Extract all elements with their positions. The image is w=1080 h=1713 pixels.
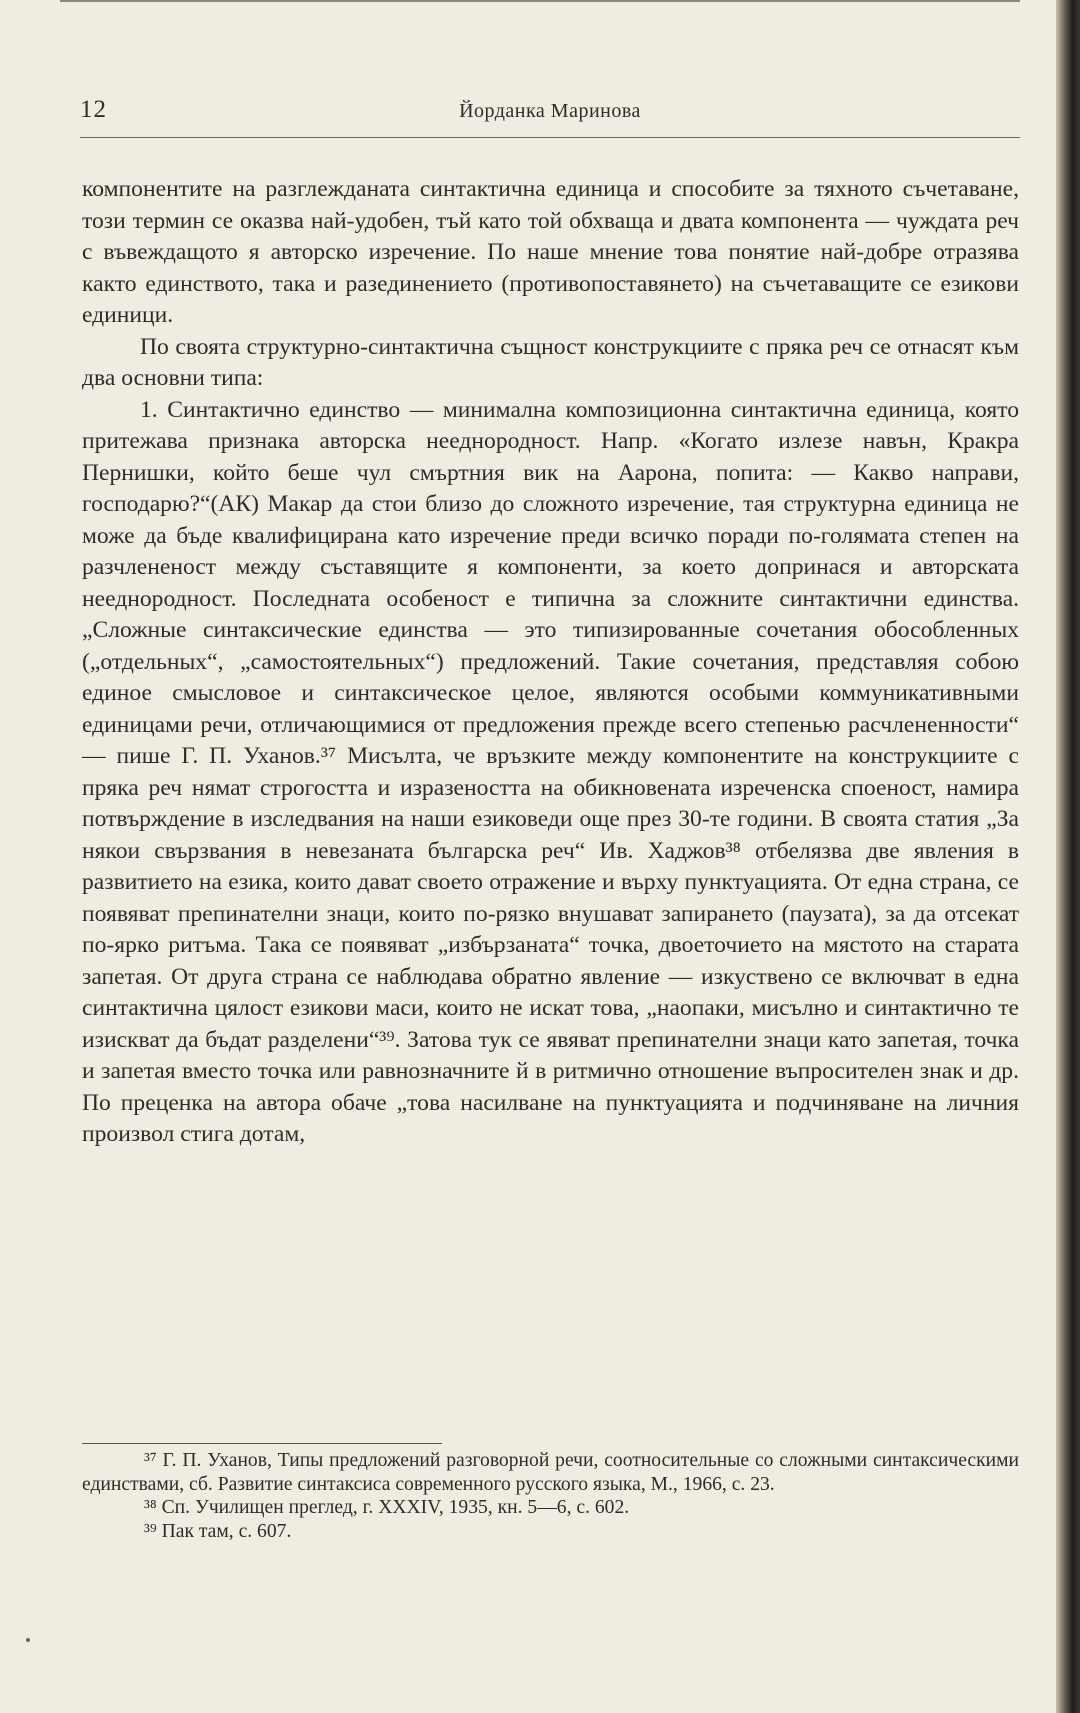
footnote-38: ³⁸ Сп. Училищен преглед, г. XXXIV, 1935, кн. 5—6, с. 602. bbox=[144, 1497, 630, 1519]
paragraph-syntactic-unity: 1. Синтактично единство — минимална композиционна синтактична единица, която притежава признака авторска нееднородност. Напр. «Когато излезе навън, Кракра Пернишки, който беше чул смъртния вик на Аарона, попита: — Какво направи, господарю?“(АК) Макар да стои близо до сложното изречение, тая структурна единица не може да бъде квалифицирана като изречение преди всичко поради по-голямата степен на разчлененост между съставящите я компоненти, за което допринася и авторската нееднородност. Последната особеност е типична за сложните синтактични единства. „Сложные синтаксические единства — это типизированные сочетания обособленных („отдельных“, „самостоятельных“) предложений. Такие сочетания, представляя собою единое смысловое и синтаксическое целое, являются особыми коммуникативными единицами речи, отличающимися от предложения прежде всего степенью расчлененности“ — пише Г. П. Уханов.³⁷ Мисълта, че връзките между компонентите на конструкциите с пряка реч нямат строгостта и изразеността на обикновената изреченска споеност, намира потвърждение в изследвания на наши езиковеди още през 30-те години. В своята статия „За някои свързвания в невезаната българска реч“ Ив. Хаджов³⁸ отбелязва две явления в развитието на езика, които дават своето отражение и върху пунктуацията. От една страна, се появяват препинателни знаци, които по-рязко внушават запирането (паузата), за да отсекат по-ярко ритъма. Така се появяват „избързаната“ точка, двоеточието на мястото на старата запетая. От друга страна се наблюдава обратно явление — изкуствено се включват в една синтактична цялост езикови маси, които не искат това, „наопаки, мисълно и синтактично те изискват да бъдат разделени“³⁹. Затова тук се явяват препинателни знаци като запетая, точка и запетая вместо точка или равнозначните й в ритмично отношение въпросителен знак и др. По преценка на автора обаче „това насилване на пунктуацията и подчиняване на личния произвол стига дотам, bbox=[82, 396, 1019, 1147]
footnote-rule bbox=[82, 1443, 442, 1444]
paragraph-types-intro: По своята структурно-синтактична същност конструкциите с пряка реч се отнасят към два основни типа: bbox=[82, 333, 1019, 391]
footnote-37: ³⁷ Г. П. Уханов, Типы предложений разговорной речи, соотносительные со сложными синтаксическими единствами, сб. Развитие синтаксиса современного русского языка, М., 1966, с. 23. bbox=[82, 1450, 1019, 1495]
running-head-author: Йорданка Маринова bbox=[459, 100, 641, 122]
footnotes bbox=[82, 1449, 1019, 1543]
page-number: 12 bbox=[80, 96, 107, 123]
paragraph-continuation: компонентите на разглежданата синтактична единица и способите за тяхното съчетаване, този термин се оказва най-удобен, тъй като той обхваща и двата компонента — чуждата реч с въвеждащото я авторско изречение. По наше мнение това понятие най-добре отразява както единството, така и разединението (противопоставянето) на съчетаващите се езикови единици. bbox=[82, 176, 1019, 328]
top-edge-rule bbox=[60, 0, 1020, 2]
binding-shadow bbox=[1056, 0, 1080, 1713]
page-header bbox=[80, 96, 1020, 136]
paper-speck bbox=[26, 1638, 30, 1642]
header-rule bbox=[80, 137, 1020, 138]
body-text bbox=[82, 174, 1019, 1151]
footnote-39: ³⁹ Пак там, с. 607. bbox=[144, 1520, 292, 1542]
